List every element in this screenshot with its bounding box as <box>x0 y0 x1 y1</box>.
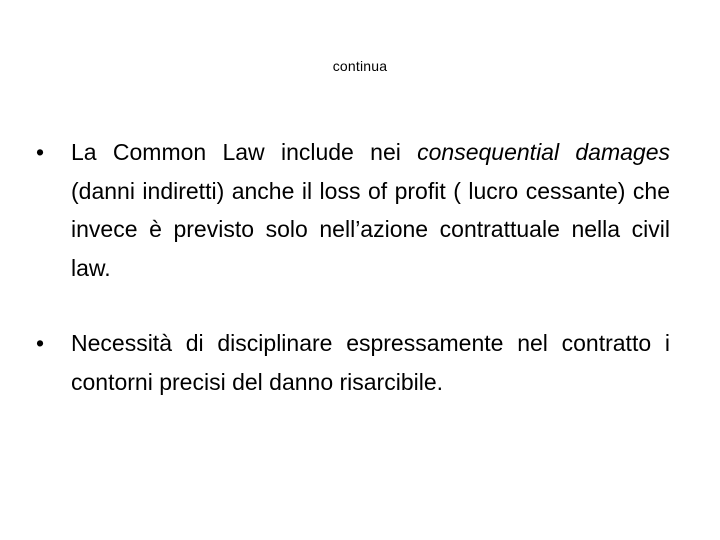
bullet-item-necessita <box>36 324 670 401</box>
bullet-item-common-law <box>36 133 670 287</box>
bullet-dot: • <box>36 330 45 356</box>
bullet-text-plain: La Common Law include nei <box>71 139 418 165</box>
bullet-text-plain-rest: (danni indiretti) anche il loss of profit ( lucro cessante) che invece è previsto solo nell’azione contrattuale nella civil law. <box>71 177 670 281</box>
slide-title: continua <box>332 58 388 74</box>
bullet-text-italic-term: consequential damages <box>417 139 670 165</box>
bullet-dot: • <box>36 139 45 165</box>
bullet-list <box>36 133 670 401</box>
bullet-text <box>71 139 670 281</box>
bullet-text: Necessità di disciplinare espressamente nel contratto i contorni precisi del danno risarcibile. <box>71 330 670 395</box>
